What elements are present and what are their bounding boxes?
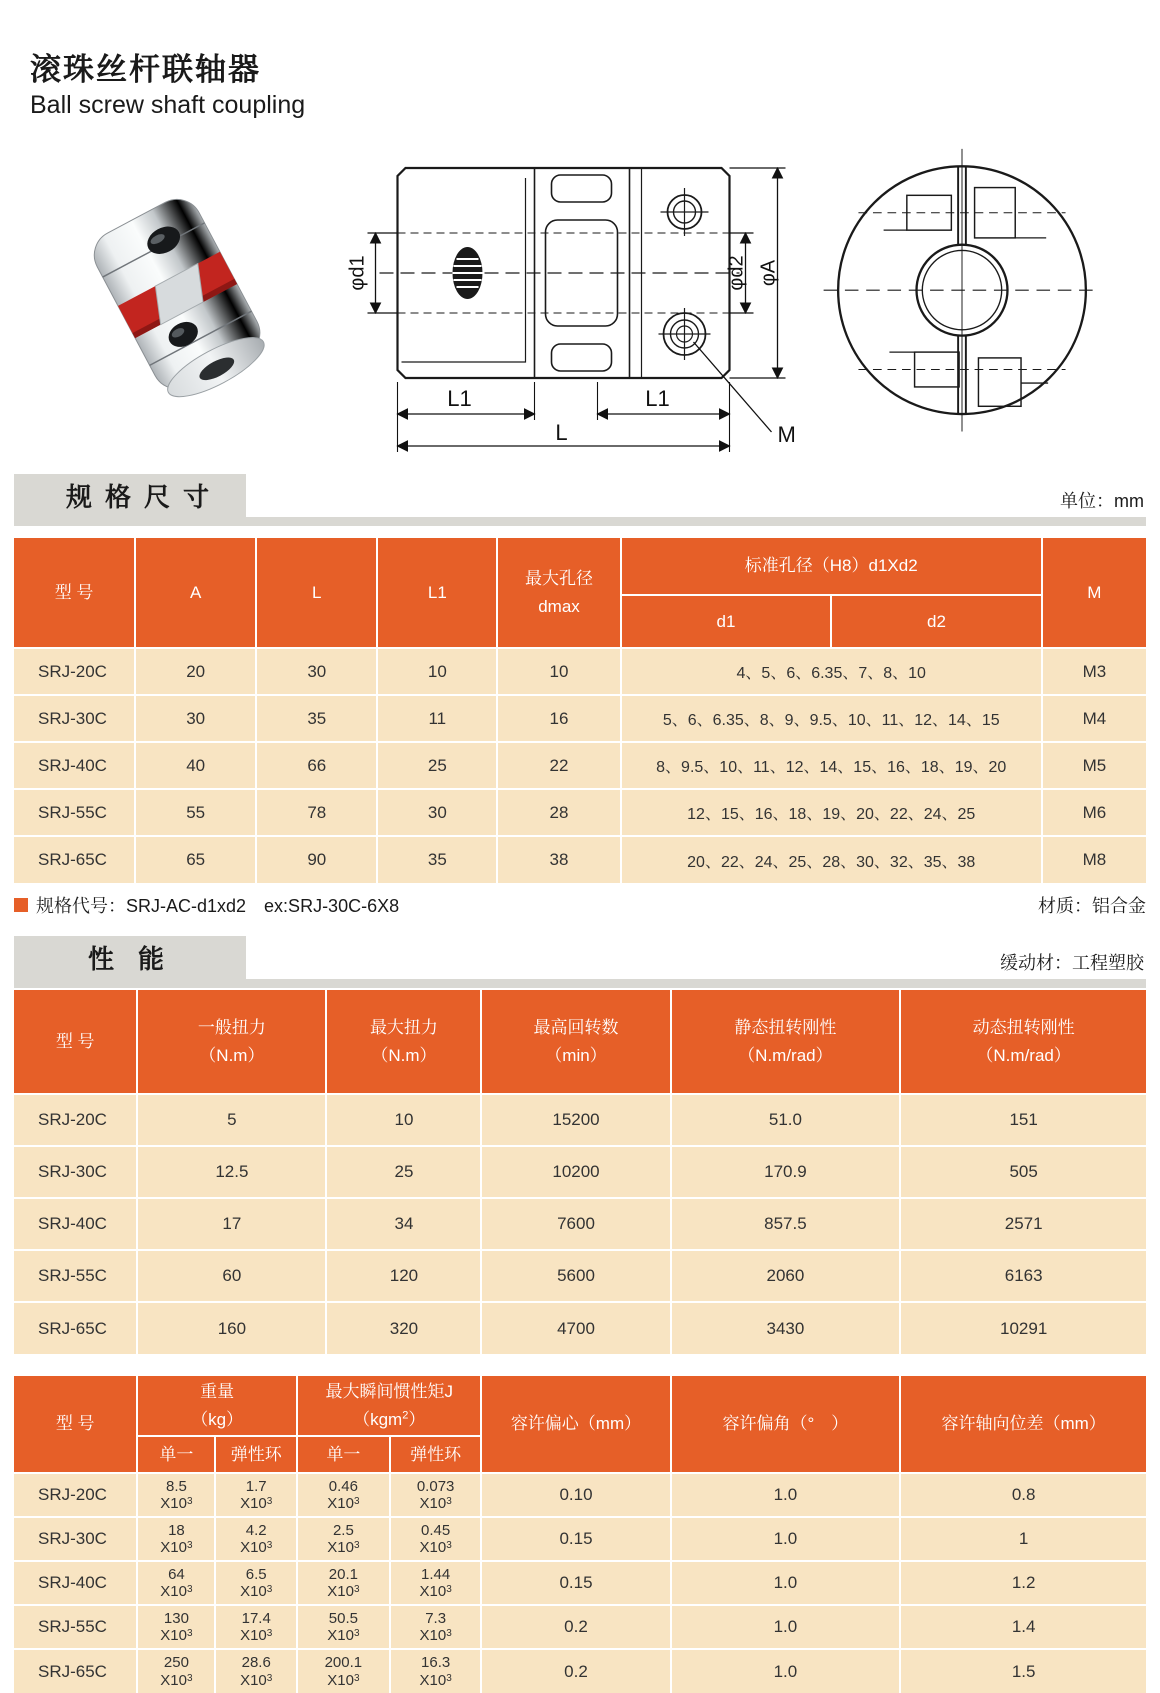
- multiplier: X10: [419, 1495, 447, 1512]
- tol-inertia-sup: 2: [402, 1408, 409, 1421]
- weight-elastic-cell: [215, 1473, 297, 1517]
- maxtorque-cell: 120: [326, 1250, 481, 1302]
- model-cell: SRJ-40C: [14, 1198, 137, 1250]
- spec-material-note: 材质：铝合金: [1038, 896, 1146, 916]
- axial-cell: 0.8: [900, 1473, 1146, 1517]
- value: 6.5: [245, 1565, 267, 1583]
- table-row: [14, 1146, 1146, 1198]
- perf-col-rpm-label: 最高回转数: [533, 1018, 619, 1038]
- dynamic-cell: 2571: [900, 1198, 1146, 1250]
- eccentricity-cell: 0.15: [481, 1517, 670, 1561]
- dynamic-cell: 6163: [900, 1250, 1146, 1302]
- model-cell: SRJ-30C: [14, 695, 135, 742]
- figures-row: [54, 130, 1146, 460]
- product-photo: [54, 182, 304, 412]
- exponent: 3: [446, 1496, 452, 1507]
- rpm-cell: 4700: [481, 1302, 670, 1354]
- value: 0.073: [416, 1477, 455, 1495]
- torque-cell: 60: [137, 1250, 326, 1302]
- tolerance-table: [14, 1376, 1146, 1693]
- static-cell: 51.0: [671, 1094, 901, 1146]
- value: 1.7: [245, 1477, 267, 1495]
- static-cell: 170.9: [671, 1146, 901, 1198]
- exponent: 3: [186, 1584, 193, 1595]
- spec-code-text: 规格代号：SRJ-AC-d1xd2: [36, 896, 247, 916]
- torque-cell: 5: [137, 1094, 326, 1146]
- exponent: 3: [266, 1672, 273, 1684]
- axial-cell: 1.5: [900, 1649, 1146, 1693]
- angle-cell: 1.0: [671, 1473, 901, 1517]
- multiplier: X10: [327, 1627, 354, 1644]
- orange-square-icon: [14, 898, 28, 912]
- tol-inertia-label: 最大瞬间惯性矩J: [325, 1382, 453, 1402]
- angle-cell: 1.0: [671, 1649, 901, 1693]
- l1-cell: 11: [377, 695, 497, 742]
- spec-col-model: 型 号: [14, 538, 135, 648]
- perf-col-static-label: 静态扭转刚性: [734, 1018, 837, 1038]
- m-cell: M8: [1042, 836, 1146, 883]
- multiplier: X10: [327, 1583, 354, 1600]
- weight-elastic-cell: [215, 1561, 297, 1605]
- angle-cell: 1.0: [671, 1605, 901, 1649]
- l1-cell: 10: [377, 648, 497, 695]
- tol-col-weight-group: [137, 1376, 297, 1436]
- a-cell: 20: [135, 648, 256, 695]
- perf-col-static-unit: （N.m/rad）: [738, 1045, 833, 1065]
- dmax-cell: 38: [497, 836, 620, 883]
- side-view-drawing: [332, 130, 802, 460]
- perf-table: [14, 990, 1146, 1354]
- tol-col-inertia-elastic: 弹性环: [390, 1436, 482, 1473]
- value: 50.5: [328, 1609, 358, 1627]
- table-row: [14, 648, 1146, 695]
- static-cell: 2060: [671, 1250, 901, 1302]
- exponent: 3: [353, 1540, 360, 1551]
- spec-section-bar: [14, 474, 1146, 526]
- spec-footnote: [14, 892, 1146, 918]
- spec-col-bore-group: 标准孔径（H8）d1Xd2: [621, 538, 1042, 595]
- maxtorque-cell: 25: [326, 1146, 481, 1198]
- static-cell: 3430: [671, 1302, 901, 1354]
- spec-code-note: [14, 892, 399, 918]
- weight-single-cell: [137, 1517, 215, 1561]
- dmax-cell: 22: [497, 742, 620, 789]
- perf-col-torque: [137, 990, 326, 1094]
- exponent: 3: [353, 1496, 360, 1507]
- spec-header-row: [14, 538, 1146, 595]
- multiplier: X10: [160, 1583, 187, 1600]
- dynamic-cell: 151: [900, 1094, 1146, 1146]
- multiplier: X10: [160, 1671, 187, 1689]
- torque-cell: 17: [137, 1198, 326, 1250]
- multiplier: X10: [160, 1627, 187, 1644]
- bores-cell: 4、5、6、6.35、7、8、10: [621, 648, 1042, 695]
- spec-unit-note: 单位：mm: [1060, 491, 1144, 511]
- rpm-cell: 7600: [481, 1198, 670, 1250]
- exponent: 3: [353, 1672, 360, 1684]
- perf-col-maxtorque-unit: （N.m）: [371, 1045, 437, 1065]
- value: 64: [168, 1565, 185, 1583]
- l1-cell: 35: [377, 836, 497, 883]
- tol-col-weight-single: 单一: [137, 1436, 215, 1473]
- inertia-single-cell: [297, 1473, 390, 1517]
- weight-single-cell: [137, 1561, 215, 1605]
- multiplier: X10: [419, 1627, 447, 1644]
- tol-col-inertia-single: 单一: [297, 1436, 390, 1473]
- exponent: 3: [266, 1584, 273, 1595]
- tol-col-weight-elastic: 弹性环: [215, 1436, 297, 1473]
- value: 2.5: [332, 1521, 354, 1539]
- weight-single-cell: [137, 1473, 215, 1517]
- exponent: 3: [186, 1672, 193, 1684]
- inertia-elastic-cell: [390, 1561, 482, 1605]
- perf-col-torque-unit: （N.m）: [199, 1045, 265, 1065]
- multiplier: X10: [240, 1627, 267, 1644]
- spec-code-example: ex:SRJ-30C-6X8: [264, 896, 400, 916]
- dmax-cell: 28: [497, 789, 620, 836]
- m-cell: M5: [1042, 742, 1146, 789]
- model-cell: SRJ-20C: [14, 1473, 137, 1517]
- bores-cell: 20、22、24、25、28、30、32、35、38: [621, 836, 1042, 883]
- value: 18: [168, 1521, 185, 1539]
- multiplier: X10: [419, 1671, 447, 1689]
- exponent: 3: [266, 1540, 273, 1551]
- value: 28.6: [241, 1654, 271, 1672]
- multiplier: X10: [419, 1539, 447, 1556]
- tol-col-angle: 容许偏角（° ）: [671, 1376, 901, 1473]
- exponent: 3: [446, 1672, 452, 1684]
- tol-col-eccentricity: 容许偏心（mm）: [481, 1376, 670, 1473]
- rpm-cell: 15200: [481, 1094, 670, 1146]
- spec-col-l: L: [256, 538, 377, 648]
- exponent: 3: [186, 1540, 193, 1551]
- l1-cell: 30: [377, 789, 497, 836]
- inertia-single-cell: [297, 1517, 390, 1561]
- tol-col-inertia-group: [297, 1376, 482, 1436]
- perf-col-rpm: [481, 990, 670, 1094]
- spec-table: [14, 538, 1146, 883]
- multiplier: X10: [327, 1671, 354, 1689]
- perf-col-rpm-unit: （min）: [545, 1045, 607, 1065]
- tol-inertia-unit-open: （kgm: [353, 1409, 403, 1429]
- dim-label-phi-d2: φd2: [725, 255, 748, 291]
- bores-cell: 12、15、16、18、19、20、22、24、25: [621, 789, 1042, 836]
- model-cell: SRJ-55C: [14, 1605, 137, 1649]
- a-cell: 55: [135, 789, 256, 836]
- exponent: 3: [446, 1540, 452, 1551]
- table-row: [14, 789, 1146, 836]
- static-cell: 857.5: [671, 1198, 901, 1250]
- perf-section-strip: [14, 979, 1146, 988]
- table-row: [14, 1198, 1146, 1250]
- table-row: [14, 1517, 1146, 1561]
- value: 4.2: [245, 1521, 267, 1539]
- maxtorque-cell: 10: [326, 1094, 481, 1146]
- table-row: [14, 1094, 1146, 1146]
- table-row: [14, 836, 1146, 883]
- value: 8.5: [165, 1477, 187, 1495]
- model-cell: SRJ-20C: [14, 1094, 137, 1146]
- value: 250: [163, 1654, 189, 1672]
- model-cell: SRJ-65C: [14, 1649, 137, 1693]
- m-cell: M4: [1042, 695, 1146, 742]
- tol-weight-unit: （kg）: [191, 1409, 244, 1429]
- value: 130: [163, 1609, 189, 1627]
- model-cell: SRJ-30C: [14, 1146, 137, 1198]
- inertia-elastic-cell: [390, 1517, 482, 1561]
- inertia-single-cell: [297, 1605, 390, 1649]
- spec-col-dmax: [497, 538, 620, 648]
- multiplier: X10: [240, 1671, 267, 1689]
- perf-col-dynamic: [900, 990, 1146, 1094]
- dmax-cell: 10: [497, 648, 620, 695]
- perf-damper-note: 缓动材：工程塑胶: [1000, 953, 1144, 973]
- exponent: 3: [446, 1628, 452, 1639]
- model-cell: SRJ-65C: [14, 836, 135, 883]
- eccentricity-cell: 0.2: [481, 1649, 670, 1693]
- tol-col-model: 型 号: [14, 1376, 137, 1473]
- weight-elastic-cell: [215, 1649, 297, 1693]
- a-cell: 65: [135, 836, 256, 883]
- multiplier: X10: [240, 1539, 267, 1556]
- spec-col-m: M: [1042, 538, 1146, 648]
- axial-cell: 1: [900, 1517, 1146, 1561]
- model-cell: SRJ-40C: [14, 742, 135, 789]
- m-cell: M3: [1042, 648, 1146, 695]
- l-cell: 90: [256, 836, 377, 883]
- table-row: [14, 742, 1146, 789]
- m-cell: M6: [1042, 789, 1146, 836]
- perf-header-row: [14, 990, 1146, 1094]
- dim-label-phi-A: φA: [757, 259, 780, 287]
- perf-col-maxtorque-label: 最大扭力: [369, 1018, 438, 1038]
- value: 7.3: [425, 1609, 447, 1627]
- tol-col-axial: 容许轴向位差（mm）: [900, 1376, 1146, 1473]
- spec-col-dmax-line2: dmax: [538, 596, 580, 616]
- model-cell: SRJ-65C: [14, 1302, 137, 1354]
- inertia-elastic-cell: [390, 1473, 482, 1517]
- multiplier: X10: [327, 1539, 354, 1556]
- torque-cell: 12.5: [137, 1146, 326, 1198]
- spec-section-title: 规格尺寸: [14, 474, 246, 521]
- page-title: 滚珠丝杆联轴器: [30, 52, 261, 87]
- l-cell: 30: [256, 648, 377, 695]
- tol-inertia-unit-close: ）: [408, 1409, 426, 1429]
- weight-single-cell: [137, 1649, 215, 1693]
- tol-weight-label: 重量: [200, 1382, 235, 1402]
- eccentricity-cell: 0.2: [481, 1605, 670, 1649]
- multiplier: X10: [240, 1583, 267, 1600]
- spec-section-strip: [14, 517, 1146, 526]
- spec-col-dmax-line1: 最大孔径: [525, 569, 593, 589]
- maxtorque-cell: 320: [326, 1302, 481, 1354]
- table-row: [14, 1649, 1146, 1693]
- dynamic-cell: 10291: [900, 1302, 1146, 1354]
- l-cell: 66: [256, 742, 377, 789]
- perf-col-dynamic-label: 动态扭转刚性: [972, 1018, 1075, 1038]
- a-cell: 40: [135, 742, 256, 789]
- inertia-elastic-cell: [390, 1649, 482, 1693]
- dynamic-cell: 505: [900, 1146, 1146, 1198]
- value: 1.44: [421, 1565, 451, 1583]
- exponent: 3: [353, 1628, 360, 1639]
- bores-cell: 8、9.5、10、11、12、14、15、16、18、19、20: [621, 742, 1042, 789]
- multiplier: X10: [327, 1495, 354, 1512]
- eccentricity-cell: 0.10: [481, 1473, 670, 1517]
- weight-elastic-cell: [215, 1517, 297, 1561]
- dim-label-l1-left: L1: [447, 386, 472, 411]
- front-view-drawing: [812, 134, 1112, 456]
- value: 17.4: [241, 1609, 271, 1627]
- page-header: [30, 44, 1146, 120]
- perf-col-static: [671, 990, 901, 1094]
- maxtorque-cell: 34: [326, 1198, 481, 1250]
- multiplier: X10: [160, 1539, 187, 1556]
- inertia-single-cell: [297, 1561, 390, 1605]
- exponent: 3: [266, 1496, 273, 1507]
- inertia-elastic-cell: [390, 1605, 482, 1649]
- table-row: [14, 695, 1146, 742]
- value: 20.1: [328, 1565, 358, 1583]
- table-row: [14, 1302, 1146, 1354]
- model-cell: SRJ-55C: [14, 789, 135, 836]
- value: 16.3: [421, 1654, 451, 1672]
- table-row: [14, 1605, 1146, 1649]
- dim-label-l1-right: L1: [645, 386, 670, 411]
- exponent: 3: [186, 1628, 193, 1639]
- l1-cell: 25: [377, 742, 497, 789]
- axial-cell: 1.4: [900, 1605, 1146, 1649]
- angle-cell: 1.0: [671, 1561, 901, 1605]
- perf-col-model: 型 号: [14, 990, 137, 1094]
- value: 200.1: [324, 1654, 363, 1672]
- perf-section-bar: [14, 936, 1146, 988]
- multiplier: X10: [419, 1583, 447, 1600]
- spec-col-d2: d2: [831, 595, 1042, 648]
- eccentricity-cell: 0.15: [481, 1561, 670, 1605]
- multiplier: X10: [160, 1495, 187, 1512]
- tol-header-row: [14, 1376, 1146, 1436]
- l-cell: 35: [256, 695, 377, 742]
- model-cell: SRJ-40C: [14, 1561, 137, 1605]
- model-cell: SRJ-55C: [14, 1250, 137, 1302]
- dmax-cell: 16: [497, 695, 620, 742]
- exponent: 3: [186, 1496, 193, 1507]
- exponent: 3: [266, 1628, 273, 1639]
- rpm-cell: 10200: [481, 1146, 670, 1198]
- model-cell: SRJ-30C: [14, 1517, 137, 1561]
- perf-col-dynamic-unit: （N.m/rad）: [976, 1045, 1071, 1065]
- table-row: [14, 1473, 1146, 1517]
- torque-cell: 160: [137, 1302, 326, 1354]
- weight-elastic-cell: [215, 1605, 297, 1649]
- table-row: [14, 1250, 1146, 1302]
- exponent: 3: [446, 1584, 452, 1595]
- dim-label-l: L: [555, 420, 568, 445]
- dim-label-m: M: [777, 422, 796, 447]
- a-cell: 30: [135, 695, 256, 742]
- inertia-single-cell: [297, 1649, 390, 1693]
- perf-section-title: 性能: [14, 936, 246, 983]
- value: 0.46: [328, 1477, 358, 1495]
- spec-col-a: A: [135, 538, 256, 648]
- multiplier: X10: [240, 1495, 267, 1512]
- weight-single-cell: [137, 1605, 215, 1649]
- rpm-cell: 5600: [481, 1250, 670, 1302]
- perf-col-maxtorque: [326, 990, 481, 1094]
- value: 0.45: [421, 1521, 451, 1539]
- axial-cell: 1.2: [900, 1561, 1146, 1605]
- angle-cell: 1.0: [671, 1517, 901, 1561]
- l-cell: 78: [256, 789, 377, 836]
- bores-cell: 5、6、6.35、8、9、9.5、10、11、12、14、15: [621, 695, 1042, 742]
- perf-col-torque-label: 一般扭力: [197, 1018, 266, 1038]
- exponent: 3: [353, 1584, 360, 1595]
- model-cell: SRJ-20C: [14, 648, 135, 695]
- dim-label-phi-d1: φd1: [346, 255, 369, 291]
- page-subtitle: Ball screw shaft coupling: [30, 91, 306, 119]
- table-row: [14, 1561, 1146, 1605]
- spec-col-l1: L1: [377, 538, 497, 648]
- spec-col-d1: d1: [621, 595, 832, 648]
